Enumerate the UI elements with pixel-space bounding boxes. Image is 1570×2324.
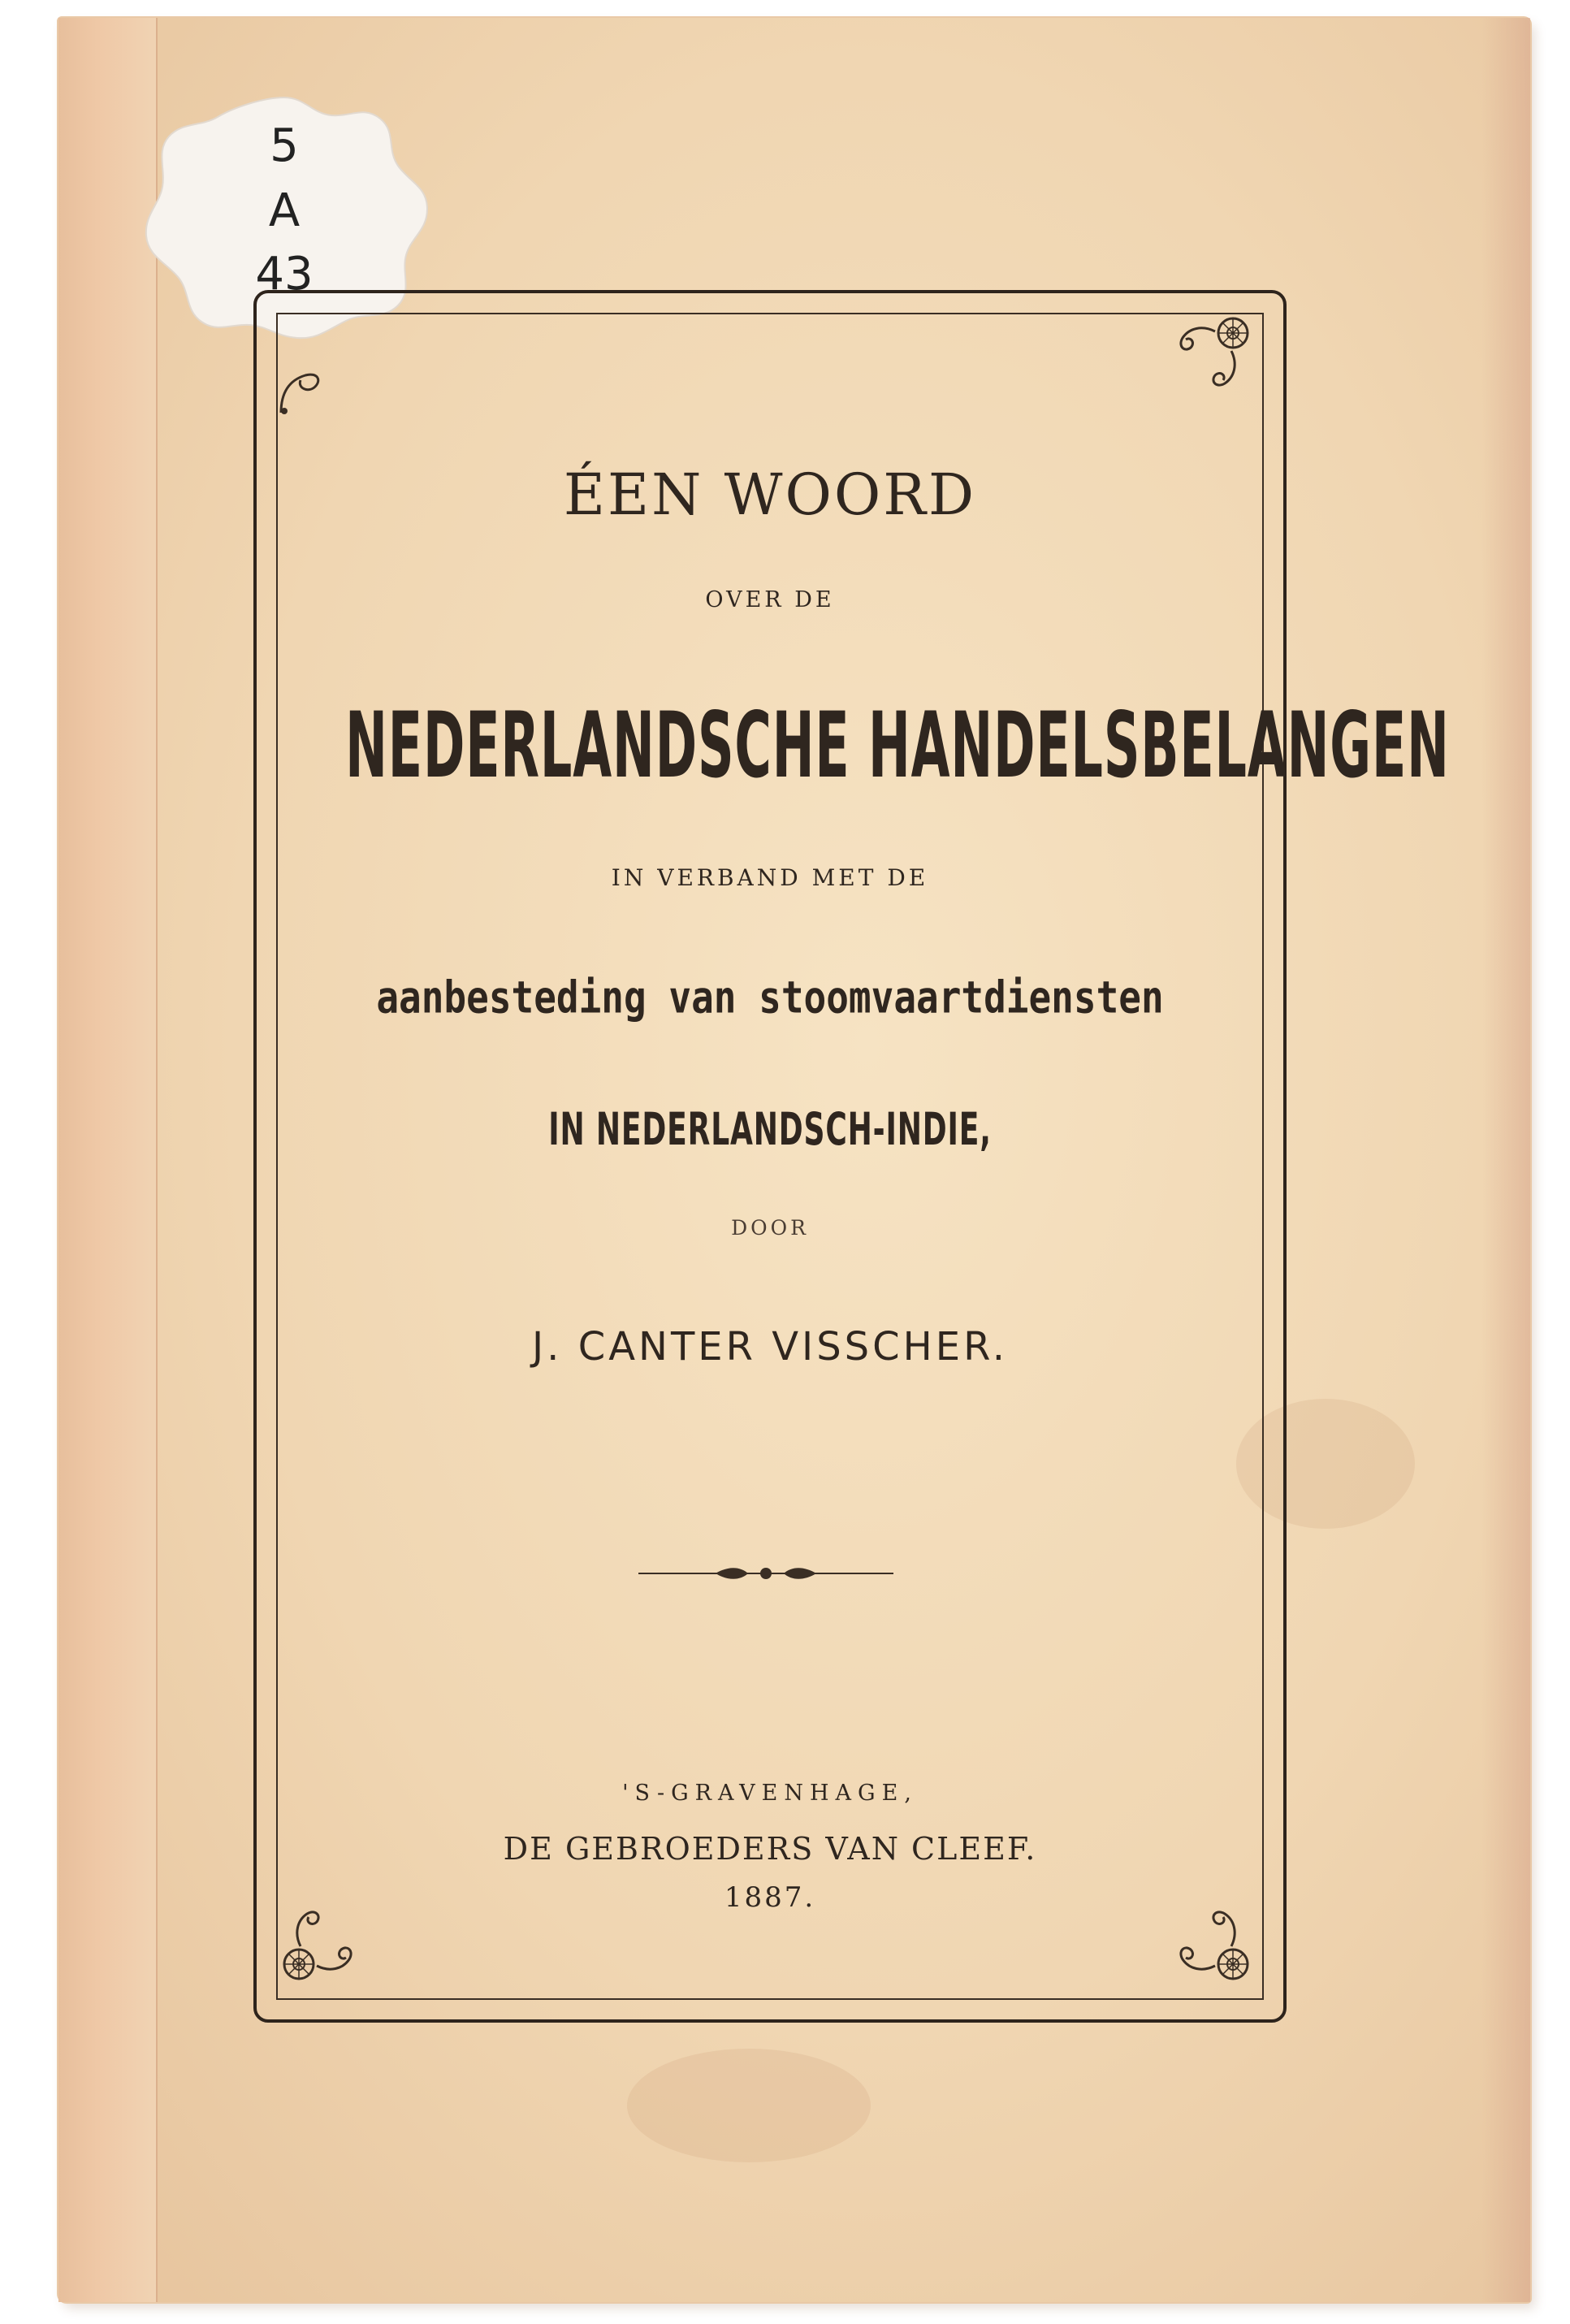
label-line-number: 43 bbox=[255, 248, 314, 301]
byline-label: DOOR bbox=[731, 1216, 809, 1240]
corner-ornament-top-right bbox=[1153, 307, 1259, 413]
title-heading: ÉEN WOORD bbox=[563, 461, 977, 528]
imprint-publisher: DE GEBROEDERS VAN CLEEF. bbox=[503, 1831, 1037, 1867]
ornamental-divider bbox=[638, 1563, 893, 1584]
main-title: NEDERLANDSCHE HANDELSBELANGEN bbox=[345, 692, 1450, 798]
corner-ornament-top-left bbox=[273, 364, 330, 421]
paper-stain bbox=[627, 2049, 871, 2162]
label-line-shelf: 5 bbox=[270, 119, 299, 172]
flourish-icon bbox=[273, 364, 330, 421]
imprint-year: 1887. bbox=[724, 1881, 816, 1914]
subtitle-connector: IN VERBAND MET DE bbox=[611, 864, 929, 891]
spine-strip bbox=[58, 18, 158, 2302]
inner-border-frame bbox=[276, 313, 1450, 2000]
title-connector: OVER DE bbox=[705, 587, 835, 612]
subtitle-region: IN NEDERLANDSCH-INDIE, bbox=[548, 1104, 992, 1156]
author-name: J. CANTER VISSCHER. bbox=[532, 1324, 1008, 1370]
imprint-place: 'S-GRAVENHAGE, bbox=[622, 1781, 918, 1806]
subtitle-subject: aanbesteding van stoomvaartdiensten bbox=[376, 972, 1164, 1024]
divider-ornament-icon bbox=[638, 1563, 893, 1584]
rosette-flourish-icon bbox=[1153, 307, 1259, 413]
page-edge-stain bbox=[1481, 18, 1530, 2302]
label-line-row: A bbox=[268, 184, 301, 237]
